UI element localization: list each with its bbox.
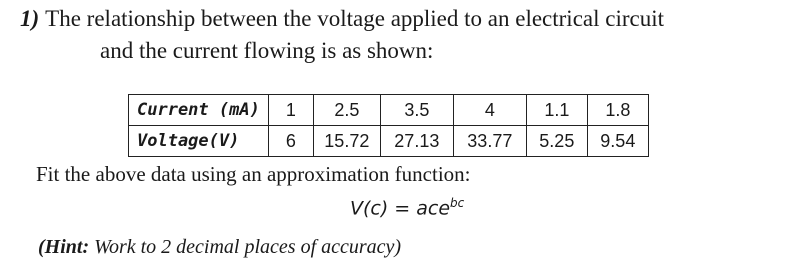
- table-cell: 1: [268, 95, 313, 126]
- question-line-1: [20, 6, 664, 32]
- hint-text: Work to 2 decimal places of accuracy): [94, 236, 402, 258]
- data-table: [128, 94, 649, 157]
- hint-label: (Hint:: [38, 236, 90, 258]
- row-label-voltage: Voltage(V): [129, 126, 269, 157]
- formula: [350, 196, 464, 219]
- table-cell: 15.72: [313, 126, 380, 157]
- question-line-2: and the current flowing is as shown:: [100, 38, 434, 63]
- table-cell: 1.1: [526, 95, 587, 126]
- table-row-current: [129, 95, 649, 126]
- table-row-voltage: [129, 126, 649, 157]
- table-cell: 1.8: [587, 95, 648, 126]
- table-cell: 33.77: [453, 126, 526, 157]
- instruction-text: Fit the above data using an approximation function:: [36, 162, 471, 186]
- table-cell: 5.25: [526, 126, 587, 157]
- formula-base: V(c) = ace: [350, 197, 451, 220]
- formula-exponent: bc: [450, 196, 465, 210]
- table-cell: 27.13: [380, 126, 453, 157]
- question-text-line-1: The relationship between the voltage applied to an electrical circuit: [45, 6, 664, 31]
- table-cell: 4: [453, 95, 526, 126]
- hint: [38, 236, 401, 259]
- table-cell: 9.54: [587, 126, 648, 157]
- table-cell: 6: [268, 126, 313, 157]
- row-label-current: Current (mA): [129, 95, 269, 126]
- table-cell: 3.5: [380, 95, 453, 126]
- table-cell: 2.5: [313, 95, 380, 126]
- question-number: 1): [20, 6, 40, 31]
